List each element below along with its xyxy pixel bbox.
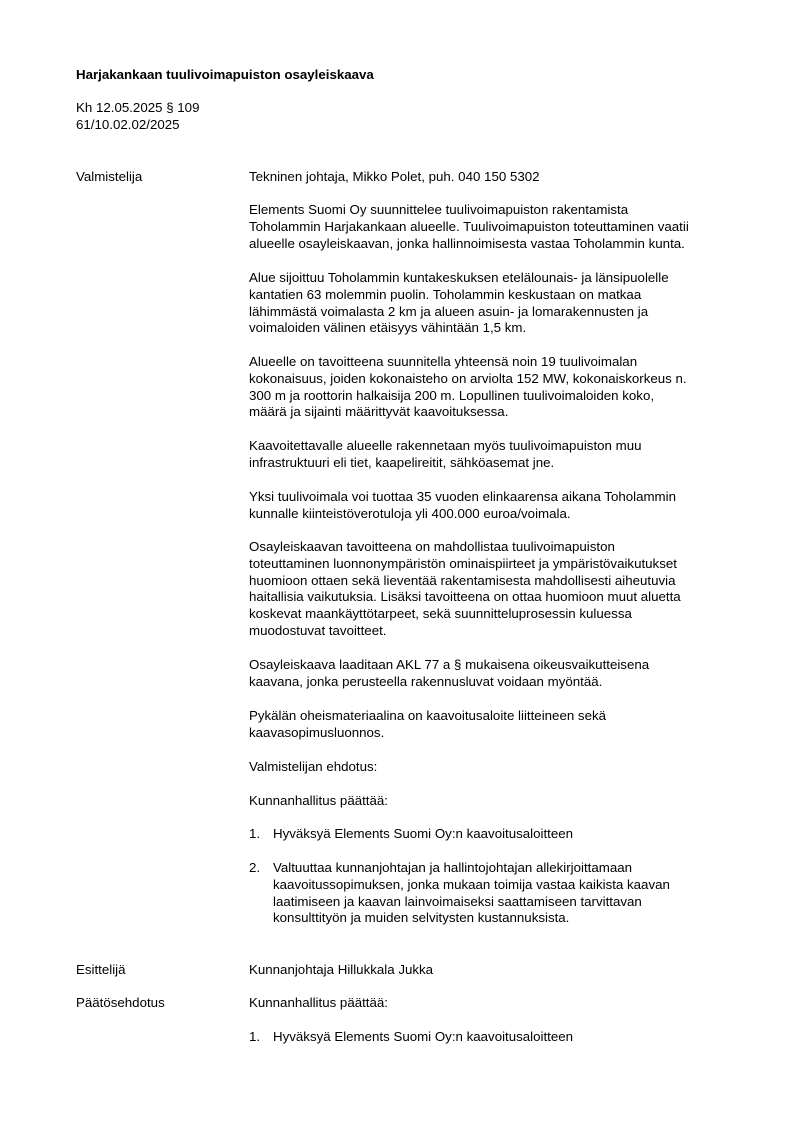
paragraph-10: Kunnanhallitus päättää: (249, 793, 388, 808)
valmistelija-label: Valmistelija (76, 169, 143, 184)
paragraph-4: Kaavoitettavalle alueelle rakennetaan myös tuulivoimapuiston muu infrastruktuuri eli tiet, kaapelireitit, sähköasemat jne. (249, 438, 642, 470)
record-number: 61/10.02.02/2025 (76, 116, 180, 132)
esittelija-value: Kunnanjohtaja Hillukkala Jukka (249, 962, 434, 977)
list-number: 1. (249, 826, 261, 841)
list-text: Hyväksyä Elements Suomi Oy:n kaavoitusaloitteen (273, 1029, 574, 1044)
list-number: 2. (249, 860, 261, 875)
paragraph-2: Alue sijoittuu Toholammin kuntakeskuksen etelälounais- ja länsipuolelle kantatien 63 molemmin puolin. Toholammin keskustaan on matkaa lähimmästä voimalasta 2 km ja alueen asuin- ja lomarakennusten ja voimaloiden välinen etäisyys vähintään 1,5 km. (249, 270, 669, 336)
paragraph-1: Elements Suomi Oy suunnittelee tuulivoimapuiston rakentamista Toholammin Harjakankaan alueelle. Tuulivoimapuiston toteuttaminen vaatii alueelle osayleiskaavan, jonka hallinnoimisesta vastaa Toholammin kunta. (249, 202, 689, 251)
meeting-reference: Kh 12.05.2025 § 109 (76, 100, 200, 115)
document-title: Harjakankaan tuulivoimapuiston osayleiskaava (76, 67, 374, 82)
document-page: Harjakankaan tuulivoimapuiston osayleiskaava Kh 12.05.2025 § 109 61/10.02.02/2025 Valmistelija Tekninen johtaja, Mikko Polet, puh. 040 150 5302 Elements Suomi Oy suunnittelee tuulivoimapuiston rakentamista Toholammin Harjakankaan alueelle. Tuulivoimapuiston toteuttaminen vaatii alueelle osayleiskaavan, jonka hallinnoimisesta vastaa Toholammin kunta. Alue sijoittuu Toholammin kuntakeskuksen etelälounais- ja länsipuolelle kantatien 63 molemmin puolin. Toholammin keskustaan on matkaa lähimmästä voimalasta 2 km ja alueen asuin- ja lomarakennusten ja voimaloiden välinen etäisyys vähintään 1,5 km. Alueelle on tavoitteena suunnitella yhteensä noin 19 tuulivoimalan kokonaisuus, joiden kokonaisteho on arviolta 152 MW, kokonaiskorkeus n. 300 m ja roottorin halkaisija 200 m. Lopullinen tuulivoimaloiden koko, määrä ja sijainti määrittyvät kaavoituksessa. Kaavoitettavalle alueelle rakennetaan myös tuulivoimapuiston muu infrastruktuuri eli tiet, kaapelireitit, sähköasemat jne. Yksi tuulivoimala voi tuottaa 35 vuoden elinkaarensa aikana Toholammin kunnalle kiinteistöverotuloja yli 400.000 euroa/voimala. Osayleiskaavan tavoitteena on mahdollistaa tuulivoimapuiston toteuttaminen luonnonympäristön ominaispiirteet ja ympäristövaikutukset huomioon ottaen sekä lieventää rakentamisesta mahdollisesti aiheutuvia haitallisia vaikutuksia. Lisäksi tavoitteena on ottaa huomioon muut aluetta koskevat maankäyttötarpeet, sekä suunnitteluprosessin kuluessa muodostuvat tavoitteet. Osayleiskaava laaditaan AKL 77 a § mukaisena oikeusvaikutteisena kaavana, jonka perusteella rakennusluvat voidaan myöntää. Pykälän oheismateriaalina on kaavoitusaloite liitteineen sekä kaavasopimusluonnos. Valmistelijan ehdotus: Kunnanhallitus päättää: 1. Hyväksyä Elements Suomi Oy:n kaavoitusaloitteen 2. Valtuuttaa kunnanjohtajan ja hallintojohtajan allekirjoittamaan kaavoitussopimuksen, jonka mukaan toimija vastaa kaikista kaavan laatimiseen ja kaavan lainvoimaiseksi saattamiseen tarvittavan konsulttityön ja muiden selvitysten kustannuksista. Esittelijä Kunnanjohtaja Hillukkala Jukka Päätösehdotus Kunnanhallitus päättää: 1. Hyväksyä Elements Suomi Oy:n kaavoitusaloitteen (0, 0, 794, 1122)
paragraph-9: Valmistelijan ehdotus: (249, 759, 378, 774)
esittelija-label: Esittelijä (76, 962, 126, 977)
paragraph-7: Osayleiskaava laaditaan AKL 77 a § mukaisena oikeusvaikutteisena kaavana, jonka perusteella rakennusluvat voidaan myöntää. (249, 657, 650, 689)
meeting-meta (76, 100, 199, 134)
paatosehdotus-label: Päätösehdotus (76, 995, 165, 1010)
valmistelija-value: Tekninen johtaja, Mikko Polet, puh. 040 150 5302 (249, 169, 540, 184)
paragraph-6: Osayleiskaavan tavoitteena on mahdollistaa tuulivoimapuiston toteuttaminen luonnonympäristön ominaispiirteet ja ympäristövaikutukset huomioon ottaen sekä lieventää rakentamisesta mahdollisesti aiheutuvia haitallisia vaikutuksia. Lisäksi tavoitteena on ottaa huomioon muut aluetta koskevat maankäyttötarpeet, sekä suunnitteluprosessin kuluessa muodostuvat tavoitteet. (249, 539, 681, 638)
paatosehdotus-value: Kunnanhallitus päättää: (249, 995, 388, 1010)
paragraph-5: Yksi tuulivoimala voi tuottaa 35 vuoden elinkaarensa aikana Toholammin kunnalle kiinteistöverotuloja yli 400.000 euroa/voimala. (249, 489, 676, 521)
paragraph-8: Pykälän oheismateriaalina on kaavoitusaloite liitteineen sekä kaavasopimusluonnos. (249, 708, 607, 740)
paragraph-3: Alueelle on tavoitteena suunnitella yhteensä noin 19 tuulivoimalan kokonaisuus, joiden kokonaisteho on arviolta 152 MW, kokonaiskorkeus n. 300 m ja roottorin halkaisija 200 m. Lopullinen tuulivoimaloiden koko, määrä ja sijainti määrittyvät kaavoituksessa. (249, 354, 687, 420)
list-text: Hyväksyä Elements Suomi Oy:n kaavoitusaloitteen (273, 826, 574, 841)
list-number: 1. (249, 1029, 261, 1044)
